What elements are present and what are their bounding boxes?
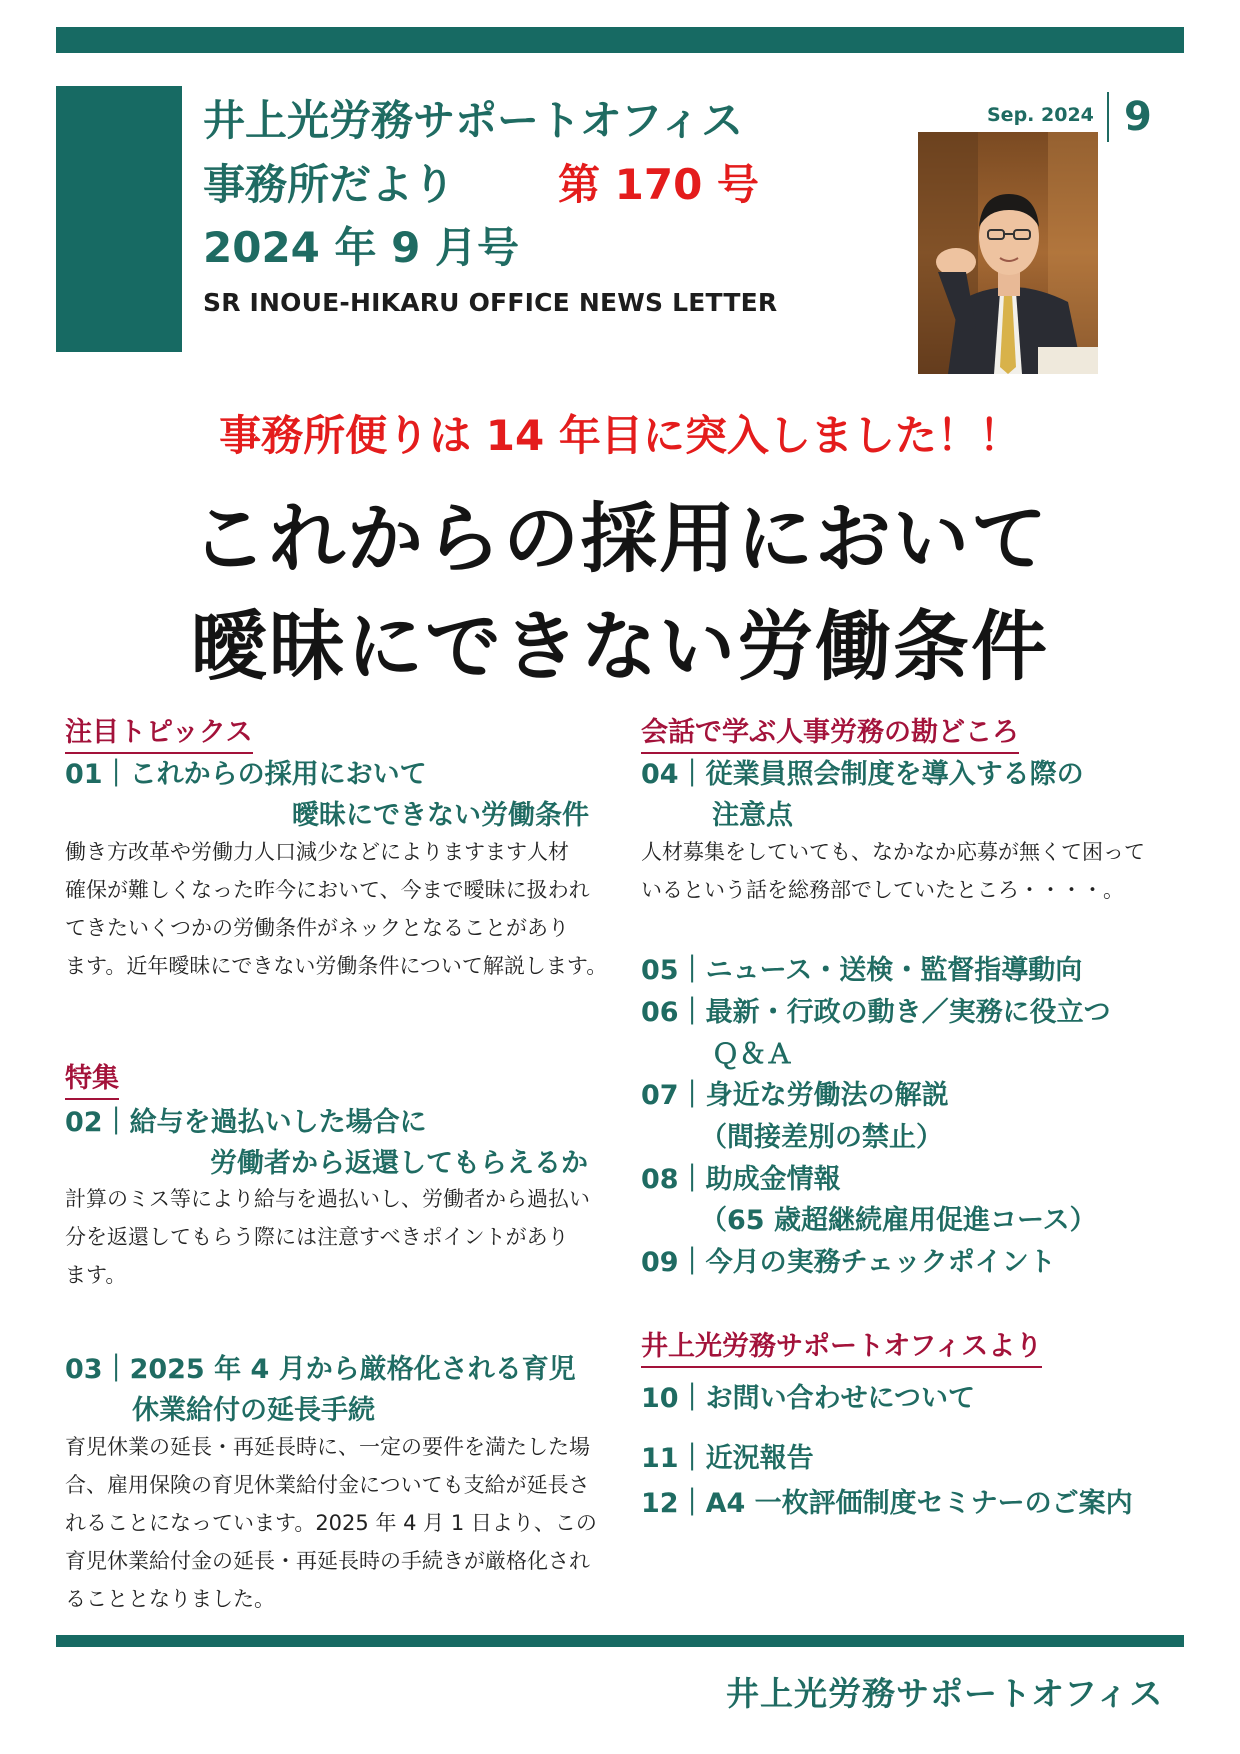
item-05-title: 05｜ニュース・送検・監督指導動向: [641, 955, 1083, 986]
item-02-subtitle: 労働者から返還してもらえるか: [210, 1148, 588, 1179]
item-06-title: 06｜最新・行政の動き／実務に役立つ: [641, 997, 1111, 1028]
page-number: 9: [1124, 94, 1152, 140]
item-04-title: 04｜従業員照会制度を導入する際の: [641, 759, 1084, 790]
item-04-subtitle: 注意点: [712, 800, 793, 831]
date-divider: [1107, 92, 1109, 142]
item-01-title: 01｜これからの採用において: [65, 759, 427, 790]
newsletter-title: 事務所だより: [203, 160, 456, 209]
item-03-subtitle: 休業給付の延長手続: [132, 1395, 375, 1426]
issue-date: Sep. 2024: [987, 104, 1094, 126]
item-01-body: 働き方改革や労働力人口減少などによりますます人材 確保が難しくなった昨今において、今まで曖昧に扱われ てきたいくつかの労働条件がネックとなることがあり ます。近年曖昧にできない労働条件について解説します。: [65, 840, 608, 978]
item-01-subtitle: 曖昧にできない労働条件: [292, 800, 589, 831]
section-featured-topics: 注目トピックス: [65, 710, 253, 754]
office-title: 井上光労務サポートオフィス: [203, 96, 744, 145]
section-special-feature: 特集: [65, 1056, 119, 1100]
english-name: SR INOUE-HIKARU OFFICE NEWS LETTER: [203, 288, 778, 317]
issue-month: 2024 年 9 月号: [203, 223, 519, 272]
item-02-title: 02｜給与を過払いした場合に: [65, 1107, 427, 1138]
section-hr-insights: 会話で学ぶ人事労務の勘どころ: [641, 710, 1019, 754]
announcement: 事務所便りは 14 年目に突入しました！！: [219, 411, 1021, 460]
item-12-title: 12｜A4 一枚評価制度セミナーのご案内: [641, 1488, 1133, 1519]
item-07-subtitle: （間接差別の禁止）: [700, 1122, 943, 1153]
section-from-office: 井上光労務サポートオフィスより: [641, 1324, 1042, 1368]
headline-line2: 曖昧にできない労働条件: [191, 602, 1049, 691]
item-09-title: 09｜今月の実務チェックポイント: [641, 1247, 1056, 1278]
item-06-subtitle: Ｑ＆Ａ: [712, 1039, 793, 1070]
item-08-subtitle: （65 歳超継続雇用促進コース）: [700, 1205, 1097, 1236]
author-photo: [918, 132, 1098, 374]
item-11-title: 11｜近況報告: [641, 1443, 814, 1474]
item-02-body: 計算のミス等により給与を過払いし、労働者から過払い 分を返還してもらう際には注意すべきポイントがあり ます。: [65, 1187, 590, 1287]
item-03-body: 育児休業の延長・再延長時に、一定の要件を満たした場 合、雇用保険の育児休業給付金についても支給が延長さ れることになっています。2025 年 4 月 1 日より、この 育児休業給付金の延長・再延長時の手続きが厳格化され ることとなりました。: [65, 1435, 597, 1611]
top-bar: [56, 27, 1184, 53]
headline-line1: これからの採用において: [191, 494, 1049, 583]
header-accent-block: [56, 86, 182, 352]
item-08-title: 08｜助成金情報: [641, 1164, 841, 1195]
item-04-body: 人材募集をしていても、なかなか応募が無くて困って いるという話を総務部でしていたところ・・・・。: [641, 840, 1145, 902]
item-03-title: 03｜2025 年 4 月から厳格化される育児: [65, 1354, 576, 1385]
item-07-title: 07｜身近な労働法の解説: [641, 1080, 949, 1111]
item-10-title: 10｜お問い合わせについて: [641, 1383, 976, 1414]
issue-number: 第 170 号: [558, 160, 759, 209]
footer-office-name: 井上光労務サポートオフィス: [726, 1674, 1164, 1713]
bottom-bar: [56, 1635, 1184, 1647]
